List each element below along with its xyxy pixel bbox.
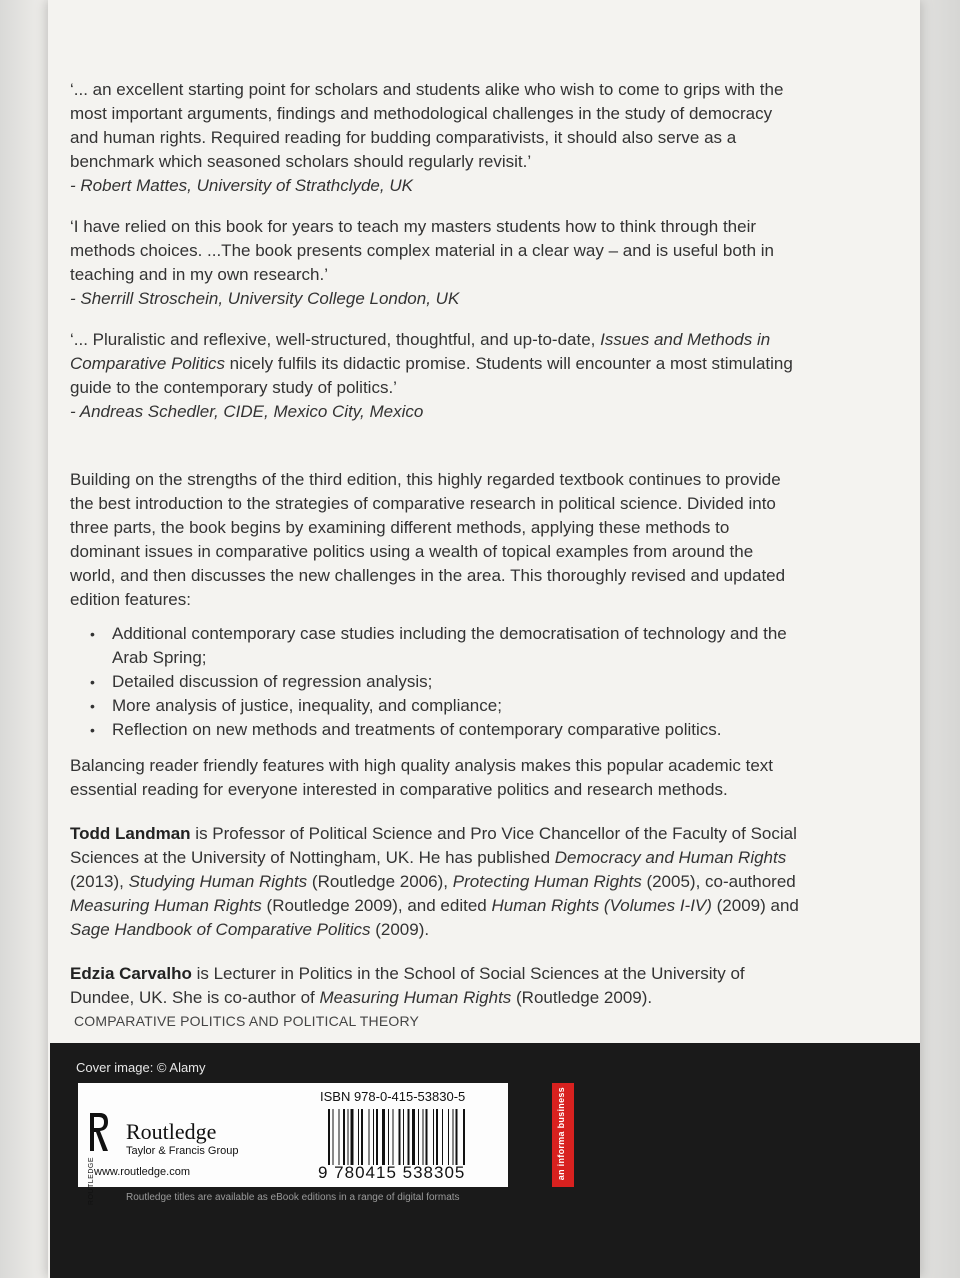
barcode-bar (418, 1109, 419, 1165)
quote-attribution: - Robert Mattes, University of Strathclyde, UK (70, 176, 413, 195)
barcode-bar (328, 1109, 330, 1165)
publisher-vertical: ROUTLEDGE (88, 1157, 95, 1206)
barcode-bar (403, 1109, 404, 1165)
quote-2 (70, 215, 800, 311)
publisher-group: Taylor & Francis Group (126, 1145, 239, 1157)
quote-attribution: - Andreas Schedler, CIDE, Mexico City, Mexico (70, 402, 424, 421)
book-title: Measuring Human Rights (319, 988, 512, 1007)
book-title: Human Rights (Volumes I-IV) (491, 896, 712, 915)
barcode-bar (369, 1109, 370, 1165)
barcode-bar (351, 1109, 354, 1165)
barcode-bar (361, 1109, 363, 1165)
author-name: Todd Landman (70, 824, 191, 843)
quote-1 (70, 78, 800, 198)
barcode-bar (348, 1109, 349, 1165)
bio-text-run: is Lecturer in Politics in the School of Social Sciences at the University of Dundee, UK. She is co-author of (70, 964, 745, 1007)
author-name: Edzia Carvalho (70, 964, 192, 983)
bio-text-run: (2013), (70, 872, 129, 891)
barcode-bar (376, 1109, 378, 1165)
bio-text-run: (2009). (370, 920, 430, 939)
barcode-bar (436, 1109, 438, 1165)
barcode-bar (382, 1109, 385, 1165)
bio-text-run: (Routledge 2009), and edited (261, 896, 492, 915)
feature-item: • Additional contemporary case studies including the democratisation of technology and the Arab Spring; (90, 622, 800, 670)
publisher-url: www.routledge.com (94, 1166, 190, 1178)
barcode-bar (456, 1109, 458, 1165)
barcode-digits: 9 780415 538305 (318, 1163, 466, 1182)
quote-text-pre: ‘... Pluralistic and reflexive, well-structured, thoughtful, and up-to-date, (70, 330, 601, 349)
feature-list (70, 622, 800, 742)
book-title: Measuring Human Rights (70, 896, 262, 915)
quote-text (70, 328, 800, 400)
barcode-bar (358, 1109, 359, 1165)
barcode-bar (333, 1109, 334, 1165)
feature-item: • More analysis of justice, inequality, and compliance; (90, 694, 800, 718)
bio-text-run: (2005), co-authored (641, 872, 796, 891)
quote-text: ‘I have relied on this book for years to teach my masters students how to think through their methods choices. ...The book presents complex material in a clear way – and is useful both in teaching and in my own research.’ (70, 217, 774, 284)
bio-text-run: is Professor of Political Science and Pro Vice Chancellor of the Faculty of Social Sciences at the University of Nottingham, UK. He has published (70, 824, 797, 867)
barcode-icon (328, 1109, 496, 1165)
ebook-note: Routledge titles are available as eBook editions in a range of digital formats (126, 1192, 460, 1203)
barcode-bar (408, 1109, 410, 1165)
barcode-bar (343, 1109, 345, 1165)
barcode-bar (448, 1109, 449, 1165)
barcode-bar (412, 1109, 415, 1165)
informa-text: an informa business (556, 1087, 566, 1181)
feature-item: • Reflection on new methods and treatments of contemporary comparative politics. (90, 718, 800, 742)
barcode-bar (388, 1109, 389, 1165)
book-title: Democracy and Human Rights (554, 848, 787, 867)
informa-tab (552, 1083, 574, 1187)
bio-text-run: (2009) and (711, 896, 799, 915)
isbn-label: ISBN 978-0-415-53830-5 (320, 1089, 466, 1104)
quote-attribution: - Sherrill Stroschein, University College London, UK (70, 289, 460, 308)
barcode-bar (453, 1109, 454, 1165)
feature-item: • Detailed discussion of regression analysis; (90, 670, 800, 694)
barcode-bar (463, 1109, 465, 1165)
barcode-bar (399, 1109, 401, 1165)
author-bio-2 (70, 962, 800, 1010)
author-bio-1 (70, 822, 800, 942)
quote-text: ‘... an excellent starting point for scholars and students alike who wish to come to grips with the most important arguments, findings and methodological challenges in the study of democracy and human rights. Required reading for budding comparativists, it should also serve as a benchmark which seasoned scholars should regularly revisit.’ (70, 80, 784, 171)
blurb-intro: Building on the strengths of the third edition, this highly regarded textbook continues to provide the best introduction to the strategies of comparative research in political science. Divided into three parts, the book begins by examining different methods, applying these methods to dominant issues in comparative politics using a wealth of topical examples from around the world, and then discusses the new challenges in the area. This thoroughly revised and updated edition features: (70, 470, 786, 609)
blurb (70, 468, 800, 802)
series-name: COMPARATIVE POLITICS AND POLITICAL THEORY (74, 1013, 420, 1029)
barcode-bar (339, 1109, 340, 1165)
barcode-bar (423, 1109, 424, 1165)
barcode-bar (433, 1109, 434, 1165)
barcode-bar (426, 1109, 428, 1165)
barcode-bar (393, 1109, 394, 1165)
routledge-logo-icon (88, 1111, 110, 1153)
barcode-bar (373, 1109, 374, 1165)
bio-text-run: (Routledge 2006), (307, 872, 453, 891)
bio-text-run: (Routledge 2009). (511, 988, 653, 1007)
book-title: Sage Handbook of Comparative Politics (70, 920, 371, 939)
barcode-bar (442, 1109, 443, 1165)
blurb-closing: Balancing reader friendly features with high quality analysis makes this popular academic text essential reading for everyone interested in comparative politics and research methods. (70, 756, 774, 799)
quote-book-title: Issues and Methods in Comparative Politics (70, 330, 771, 373)
quote-text-post: nicely fulfils its didactic promise. Students will encounter a most stimulating guide to the contemporary study of politics.’ (70, 354, 793, 397)
cover-image-credit: Cover image: © Alamy (76, 1060, 206, 1075)
publisher-name: Routledge (126, 1119, 217, 1144)
quote-3 (70, 328, 800, 424)
book-title: Studying Human Rights (128, 872, 308, 891)
cover-text (70, 78, 800, 1020)
book-title: Protecting Human Rights (452, 872, 642, 891)
